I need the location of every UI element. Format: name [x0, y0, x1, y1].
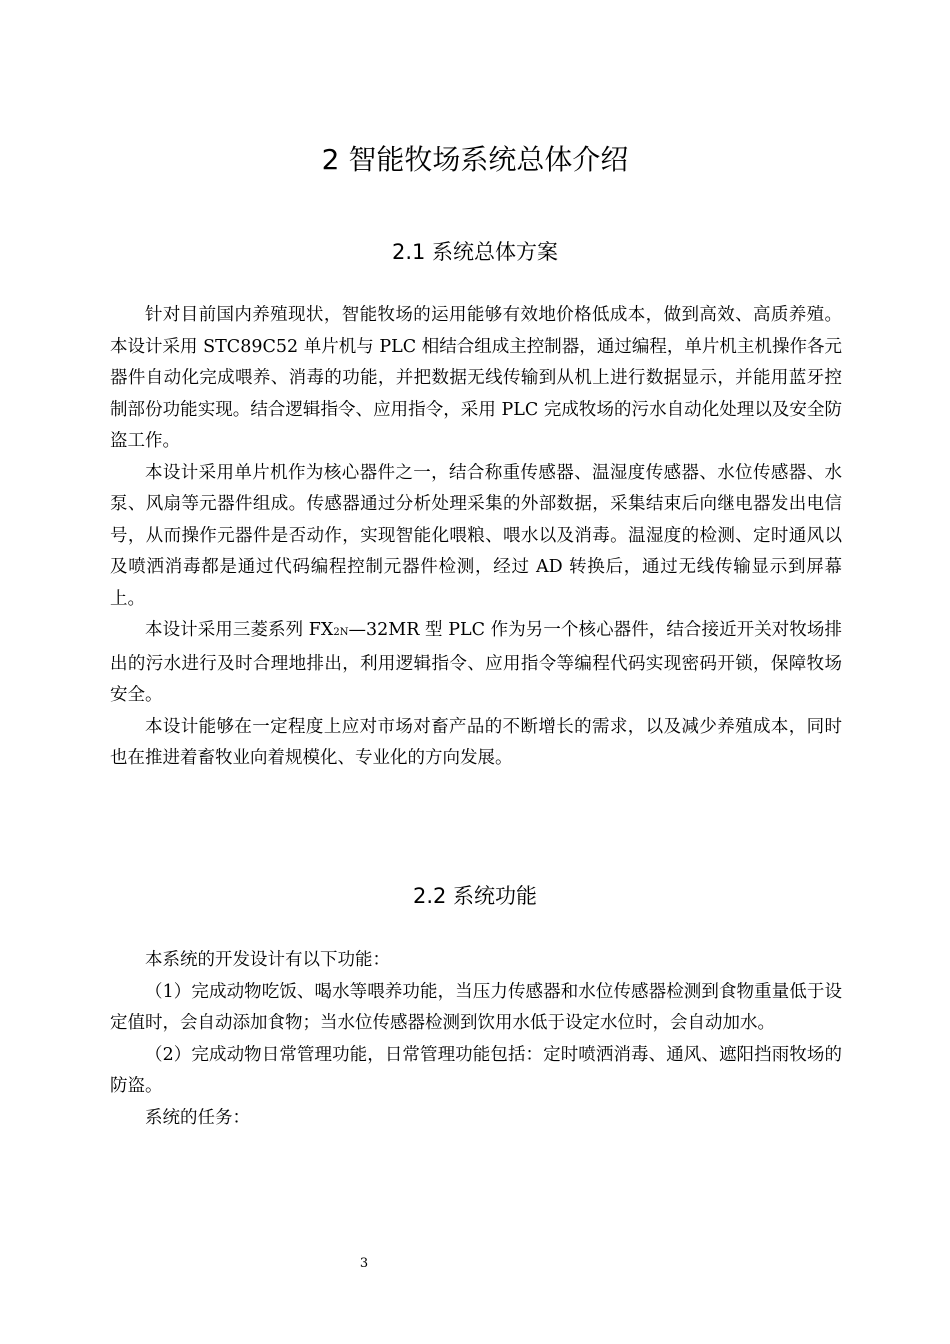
subscript-text: 2N — [333, 627, 349, 638]
paragraph: 本系统的开发设计有以下功能： — [145, 950, 390, 970]
list-item: （2）完成动物日常管理功能，日常管理功能包括：定时喷洒消毒、通风、遮阳挡雨牧场的防盗。 — [110, 1044, 842, 1096]
paragraph-text: —32MR 型 PLC 作为另一个核心器件，结合接近开关对牧场排出的污水进行及时合理地排出，利用逻辑指令、应用指令等编程代码实现密码开锁，保障牧场安全。 — [110, 620, 842, 705]
section-body-system-functions — [110, 945, 842, 1134]
list-item: （1）完成动物吃饭、喝水等喂养功能，当压力传感器和水位传感器检测到食物重量低于设定值时，会自动添加食物；当水位传感器检测到饮用水低于设定水位时，会自动加水。 — [110, 981, 842, 1033]
paragraph: 针对目前国内养殖现状，智能牧场的运用能够有效地价格低成本，做到高效、高质养殖。本设计采用 STC89C52 单片机与 PLC 相结合组成主控制器，通过编程，单片机主机操作各元器件自动化完成喂养、消毒的功能，并把数据无线传输到从机上进行数据显示，并能用蓝牙控制部份功能实现。结合逻辑指令、应用指令，采用 PLC 完成牧场的污水自动化处理以及安全防盗工作。 — [110, 305, 842, 451]
paragraph: 本设计能够在一定程度上应对市场对畜产品的不断增长的需求，以及减少养殖成本，同时也在推进着畜牧业向着规模化、专业化的方向发展。 — [110, 716, 842, 768]
section-body-overall-plan — [110, 300, 842, 775]
paragraph-plc — [110, 615, 842, 712]
paragraph: 本设计采用单片机作为核心器件之一，结合称重传感器、温湿度传感器、水位传感器、水泵、风扇等元器件组成。传感器通过分析处理采集的外部数据，采集结束后向继电器发出电信号，从而操作元器件是否动作，实现智能化喂粮、喂水以及消毒。温湿度的检测、定时通风以及喷洒消毒都是通过代码编程控制元器件检测，经过 AD 转换后，通过无线传输显示到屏幕上。 — [110, 462, 842, 609]
page-number: 3 — [359, 1256, 369, 1271]
paragraph-text: 本设计采用三菱系列 FX — [145, 620, 334, 640]
section-title-overall-plan: 2.1 系统总体方案 — [391, 240, 559, 264]
section-title-system-functions: 2.2 系统功能 — [412, 884, 538, 908]
paragraph: 系统的任务： — [145, 1107, 250, 1128]
chapter-title: 2 智能牧场系统总体介绍 — [321, 143, 629, 176]
